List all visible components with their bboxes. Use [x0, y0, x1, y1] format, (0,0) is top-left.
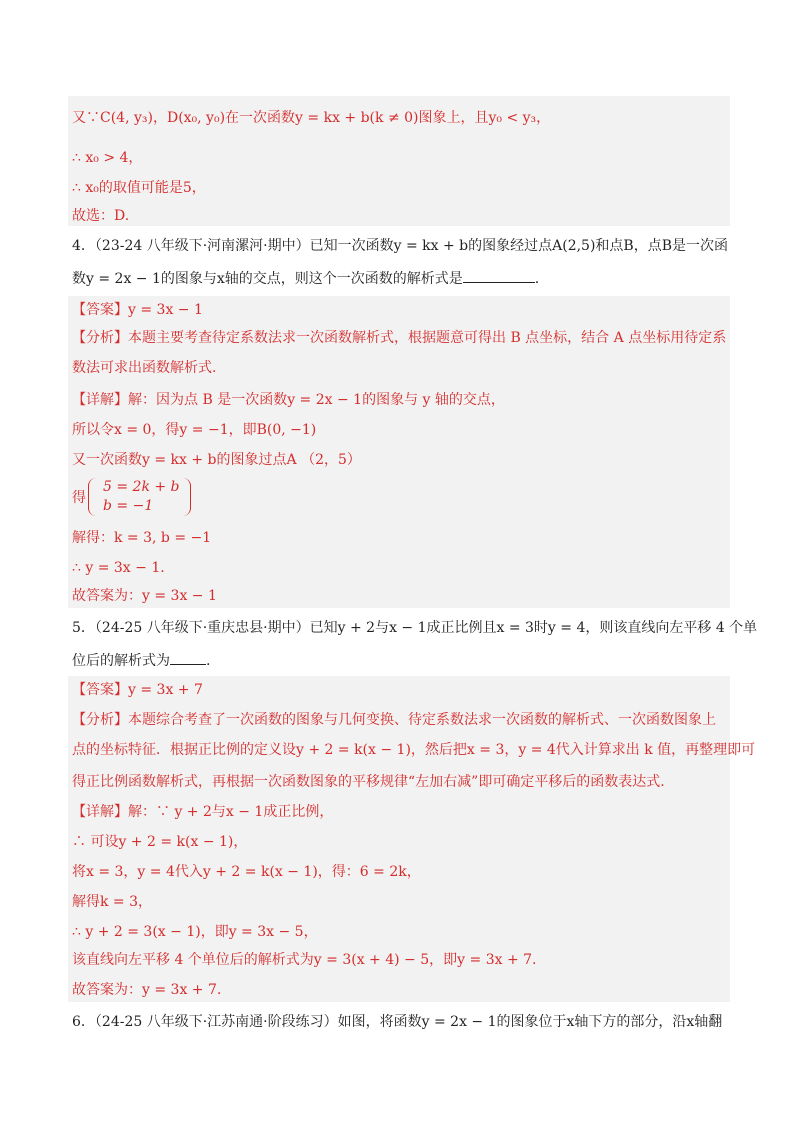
q4-final-answer: 故答案为：y = 3x − 1 [72, 588, 217, 604]
q5-question-line-1: 5．（24-25 八年级下·重庆忠县·期中）已知y + 2与x − 1成正比例且x = 3时y = 4，则该直线向左平移 4 个单 [72, 620, 758, 636]
q5-answer: 【答案】y = 3x + 7 [72, 682, 203, 698]
q4-detail-line-5: ∴ y = 3x − 1. [72, 560, 165, 576]
q4-analysis-line-1: 【分析】本题主要考查待定系数法求一次函数解析式，根据题意可得出 B 点坐标，结合 A 点坐标用待定系 [72, 330, 727, 346]
q5-period: . [206, 653, 211, 669]
q6-question-line-1: 6．（24-25 八年级下·江苏南通·阶段练习）如图，将函数y = 2x − 1的图象位于x轴下方的部分，沿x轴翻 [72, 1014, 723, 1030]
q5-question-line-2 [72, 650, 210, 671]
q3-line-1: 又∵C(4, y₃)，D(x₀, y₀)在一次函数y = kx + b(k ≠ 0)图象上，且y₀ < y₃， [72, 110, 551, 126]
q5-question-text: 位后的解析式为 [72, 653, 170, 669]
q4-analysis-line-2: 数法可求出函数解析式. [72, 360, 217, 376]
q4-system-prefix: 得 [72, 490, 86, 506]
q5-analysis-line-3: 得正比例函数解析式，再根据一次函数图象的平移规律“左加右减”即可确定平移后的函数表达式. [72, 774, 665, 790]
q4-period: . [534, 271, 540, 287]
q4-answer: 【答案】y = 3x − 1 [72, 302, 203, 318]
q4-detail-line-1: 【详解】解：因为点 B 是一次函数y = 2x − 1的图象与 y 轴的交点， [72, 392, 505, 408]
q5-analysis-line-1: 【分析】本题综合考查了一次函数的图象与几何变换、待定系数法求一次函数的解析式、一次函数图象上 [72, 712, 716, 728]
q4-detail-line-3: 又一次函数y = kx + b的图象过点A （2，5） [72, 452, 361, 468]
q5-detail-line-2: ∴ 可设y + 2 = k(x − 1)， [72, 834, 248, 850]
q5-detail-line-4: 解得k = 3， [72, 894, 153, 910]
q5-analysis-line-2: 点的坐标特征．根据正比例的定义设y + 2 = k(x − 1)，然后把x = 3，y = 4代入计算求出 k 值，再整理即可 [72, 742, 756, 758]
q5-final-answer: 故答案为：y = 3x + 7. [72, 982, 222, 998]
q4-question-line-2 [72, 268, 539, 289]
q4-detail-line-4: 解得：k = 3, b = −1 [72, 530, 212, 546]
right-brace-icon [182, 478, 191, 516]
q5-answer-blank [170, 650, 206, 665]
q3-line-3: ∴ x₀的取值可能是5， [72, 180, 206, 196]
q5-detail-line-5: ∴ y + 2 = 3(x − 1)，即y = 3x − 5， [72, 924, 318, 940]
q4-system-eq-2: b = −1 [103, 498, 154, 514]
q4-question-text: 数y = 2x − 1的图象与x轴的交点，则这个一次函数的解析式是 [72, 271, 463, 287]
q4-equation-system [72, 478, 191, 516]
q4-system-eq-1: 5 = 2k + b [103, 479, 180, 495]
q3-line-2: ∴ x₀ > 4， [72, 150, 143, 166]
q4-answer-blank [463, 268, 535, 283]
q4-question-line-1: 4．（23-24 八年级下·河南漯河·期中）已知一次函数y = kx + b的图象经过点A(2,5)和点B，点B是一次函 [72, 238, 729, 254]
q5-detail-line-6: 该直线向左平移 4 个单位后的解析式为y = 3(x + 4) − 5，即y = 3x + 7. [72, 952, 537, 968]
left-brace-icon [88, 478, 99, 516]
q4-detail-line-2: 所以令x = 0，得y = −1，即B(0, −1) [72, 422, 317, 438]
q5-detail-line-3: 将x = 3，y = 4代入y + 2 = k(x − 1)，得：6 = 2k， [72, 864, 421, 880]
q5-detail-line-1: 【详解】解：∵ y + 2与x − 1成正比例， [72, 804, 334, 820]
q3-line-4: 故选：D. [72, 208, 130, 224]
